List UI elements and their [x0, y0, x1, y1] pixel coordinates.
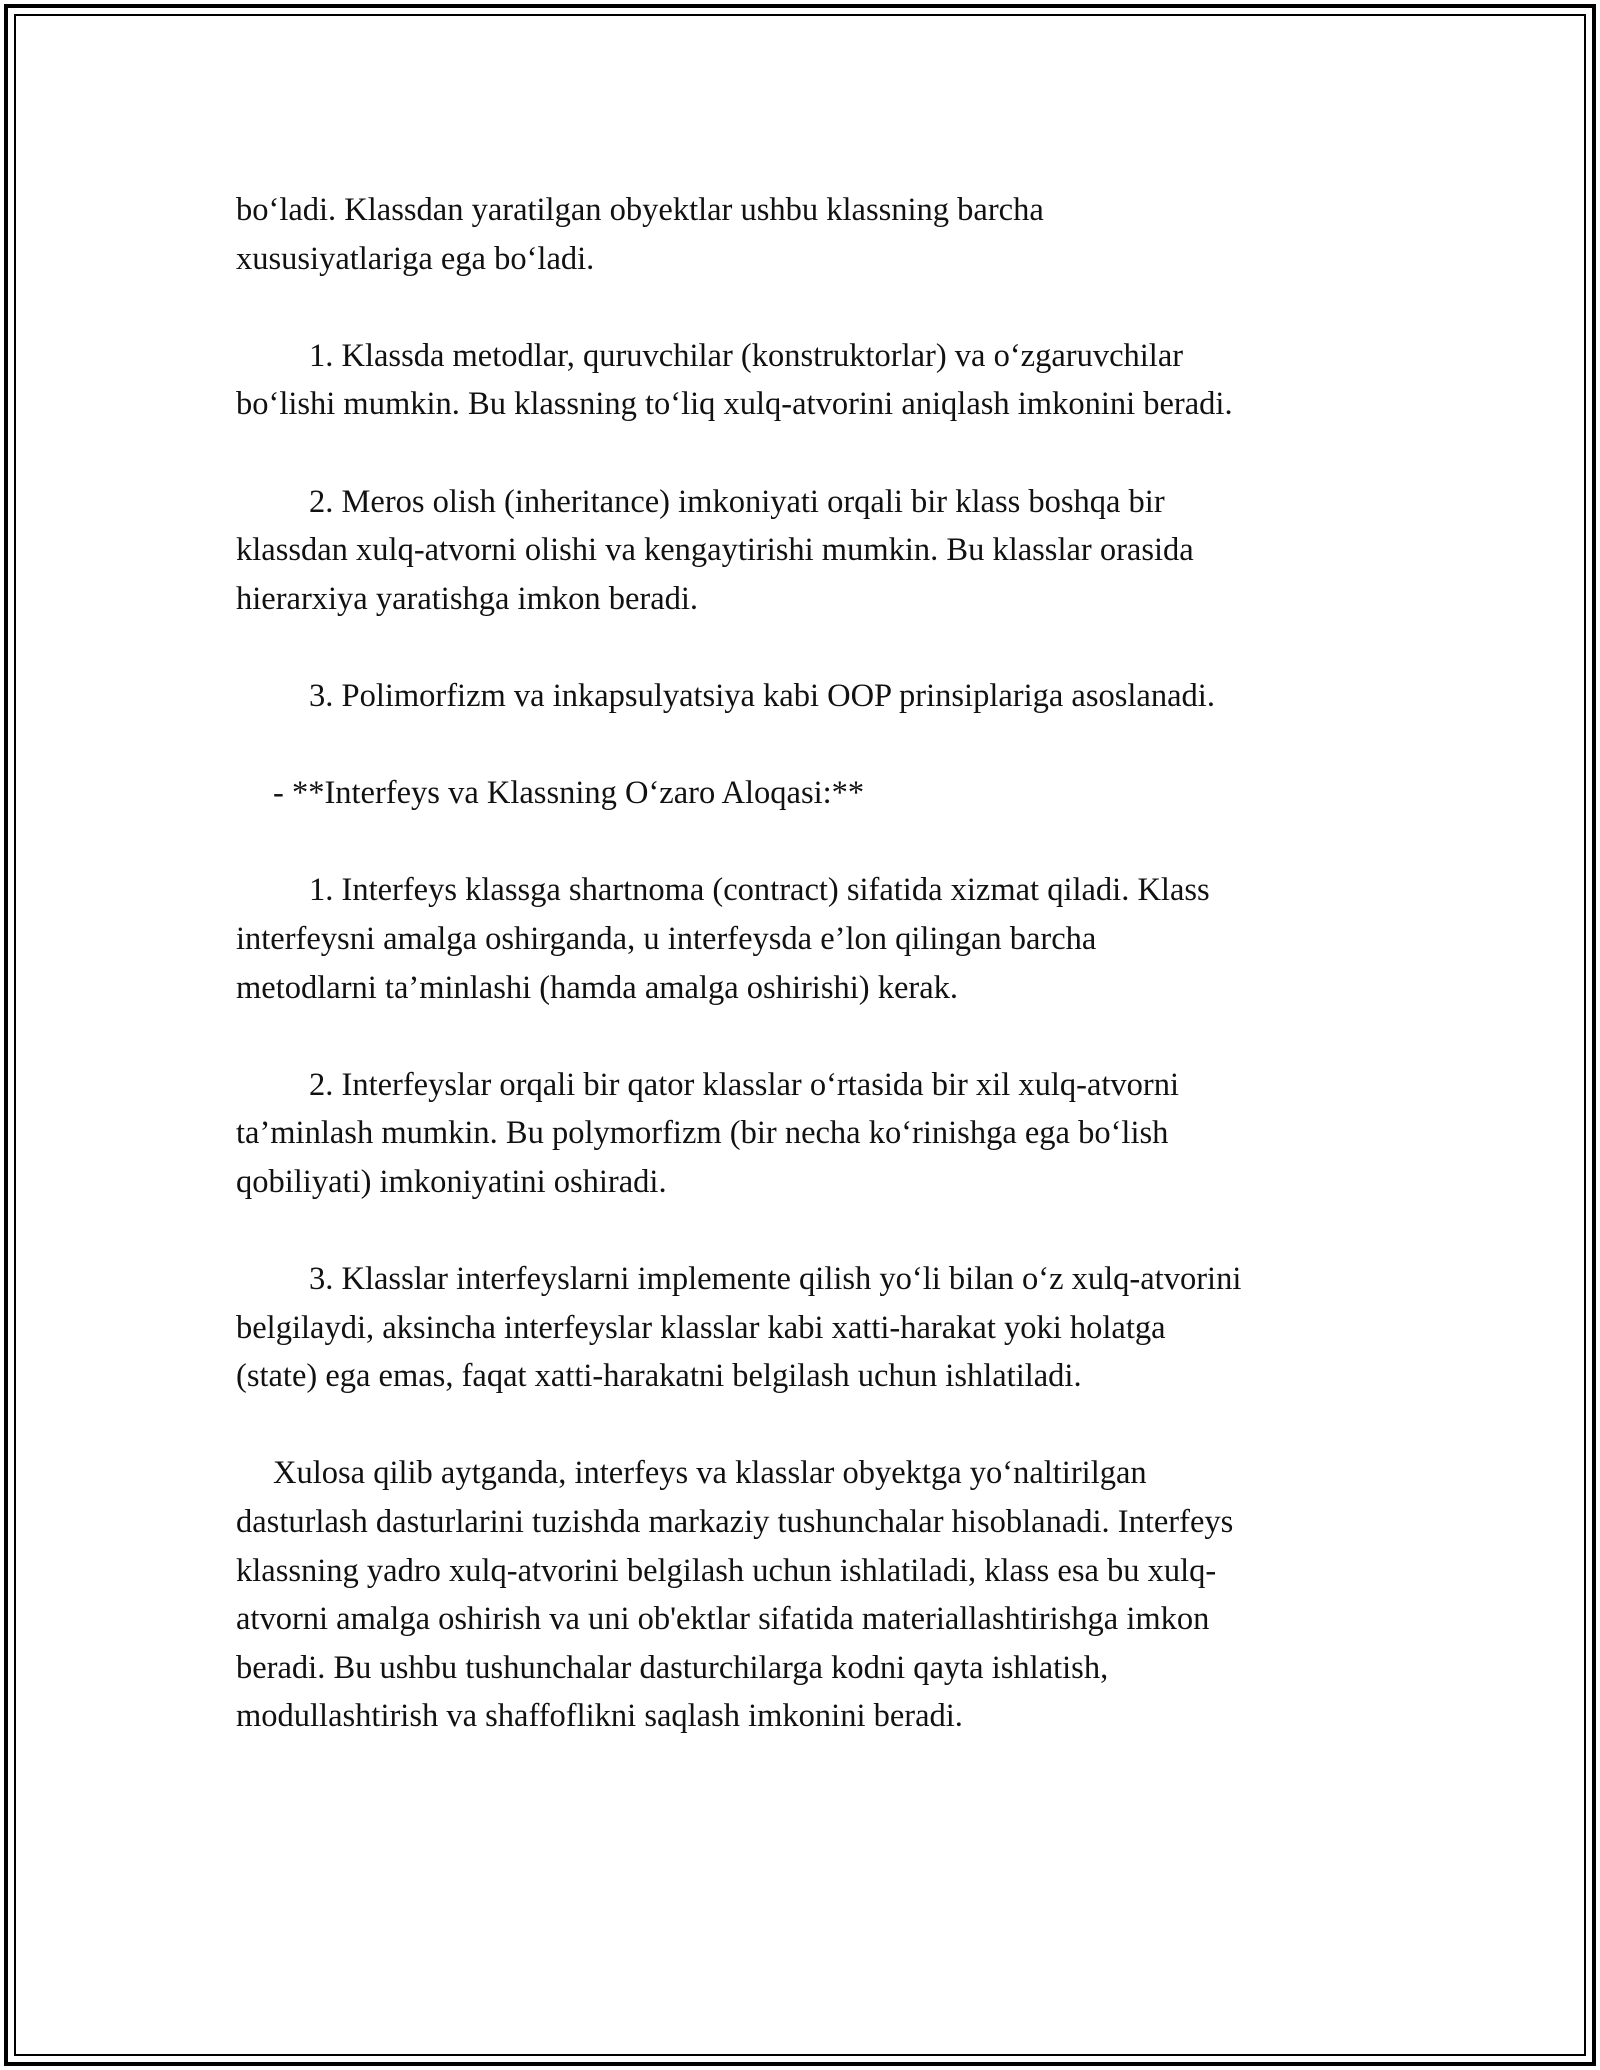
text-line: ta’minlash mumkin. Bu polymorfizm (bir necha ko‘rinishga ega bo‘lish	[236, 1115, 1169, 1152]
text-line: bo‘lishi mumkin. Bu klassning to‘liq xulq-atvorini aniqlash imkonini beradi.	[236, 386, 1233, 423]
text-line: klassning yadro xulq-atvorini belgilash uchun ishlatiladi, klass esa bu xulq-	[236, 1552, 1217, 1589]
text-line: 2. Interfeyslar orqali bir qator klasslar o‘rtasida bir xil xulq-atvorni	[309, 1066, 1180, 1103]
conclusion-paragraph	[236, 1449, 1376, 1741]
text-line: xususiyatlariga ega bo‘ladi.	[236, 240, 595, 277]
text-line: interfeysni amalga oshirganda, u interfeysda e’lon qilingan barcha	[236, 920, 1097, 957]
text-line: hierarxiya yaratishga imkon beradi.	[236, 580, 699, 617]
text-line: (state) ega emas, faqat xatti-harakatni belgilash uchun ishlatiladi.	[236, 1358, 1082, 1395]
section-heading	[236, 769, 1376, 818]
relation-list-item-3	[236, 1255, 1376, 1401]
document-body	[236, 186, 1376, 1741]
text-line: belgilaydi, aksincha interfeyslar klasslar kabi xatti-harakat yoki holatga	[236, 1309, 1166, 1346]
text-line: beradi. Bu ushbu tushunchalar dasturchilarga kodni qayta ishlatish,	[236, 1649, 1109, 1686]
text-line: - **Interfeys va Klassning O‘zaro Aloqasi:**	[273, 775, 865, 812]
text-line: 1. Klassda metodlar, quruvchilar (konstruktorlar) va o‘zgaruvchilar	[309, 337, 1184, 374]
text-line: 3. Polimorfizm va inkapsulyatsiya kabi OOP prinsiplariga asoslanadi.	[309, 677, 1215, 714]
text-line: modullashtirish va shaffoflikni saqlash imkonini beradi.	[236, 1698, 963, 1735]
text-line: dasturlash dasturlarini tuzishda markaziy tushunchalar hisoblanadi. Interfeys	[236, 1504, 1234, 1541]
text-line: bo‘ladi. Klassdan yaratilgan obyektlar ushbu klassning barcha	[236, 192, 1044, 228]
text-line: 2. Meros olish (inheritance) imkoniyati orqali bir klass boshqa bir	[309, 483, 1165, 520]
text-line: Xulosa qilib aytganda, interfeys va klasslar obyektga yo‘naltirilgan	[273, 1455, 1147, 1492]
relation-list-item-2	[236, 1061, 1376, 1207]
relation-list-item-1	[236, 866, 1376, 1012]
text-line: qobiliyati) imkoniyatini oshiradi.	[236, 1163, 667, 1200]
class-list-item-1	[236, 332, 1376, 429]
text-line: klassdan xulq-atvorni olishi va kengaytirishi mumkin. Bu klasslar orasida	[236, 532, 1194, 569]
text-line: 3. Klasslar interfeyslarni implemente qilish yo‘li bilan o‘z xulq-atvorini	[309, 1261, 1242, 1298]
text-line: atvorni amalga oshirish va uni ob'ektlar sifatida materiallashtirishga imkon	[236, 1601, 1210, 1638]
class-list-item-2	[236, 478, 1376, 624]
text-line: 1. Interfeys klassga shartnoma (contract) sifatida xizmat qiladi. Klass	[309, 872, 1210, 909]
paragraph-continuation	[236, 186, 1376, 283]
class-list-item-3	[236, 672, 1376, 721]
text-line: metodlarni ta’minlashi (hamda amalga oshirishi) kerak.	[236, 969, 958, 1006]
